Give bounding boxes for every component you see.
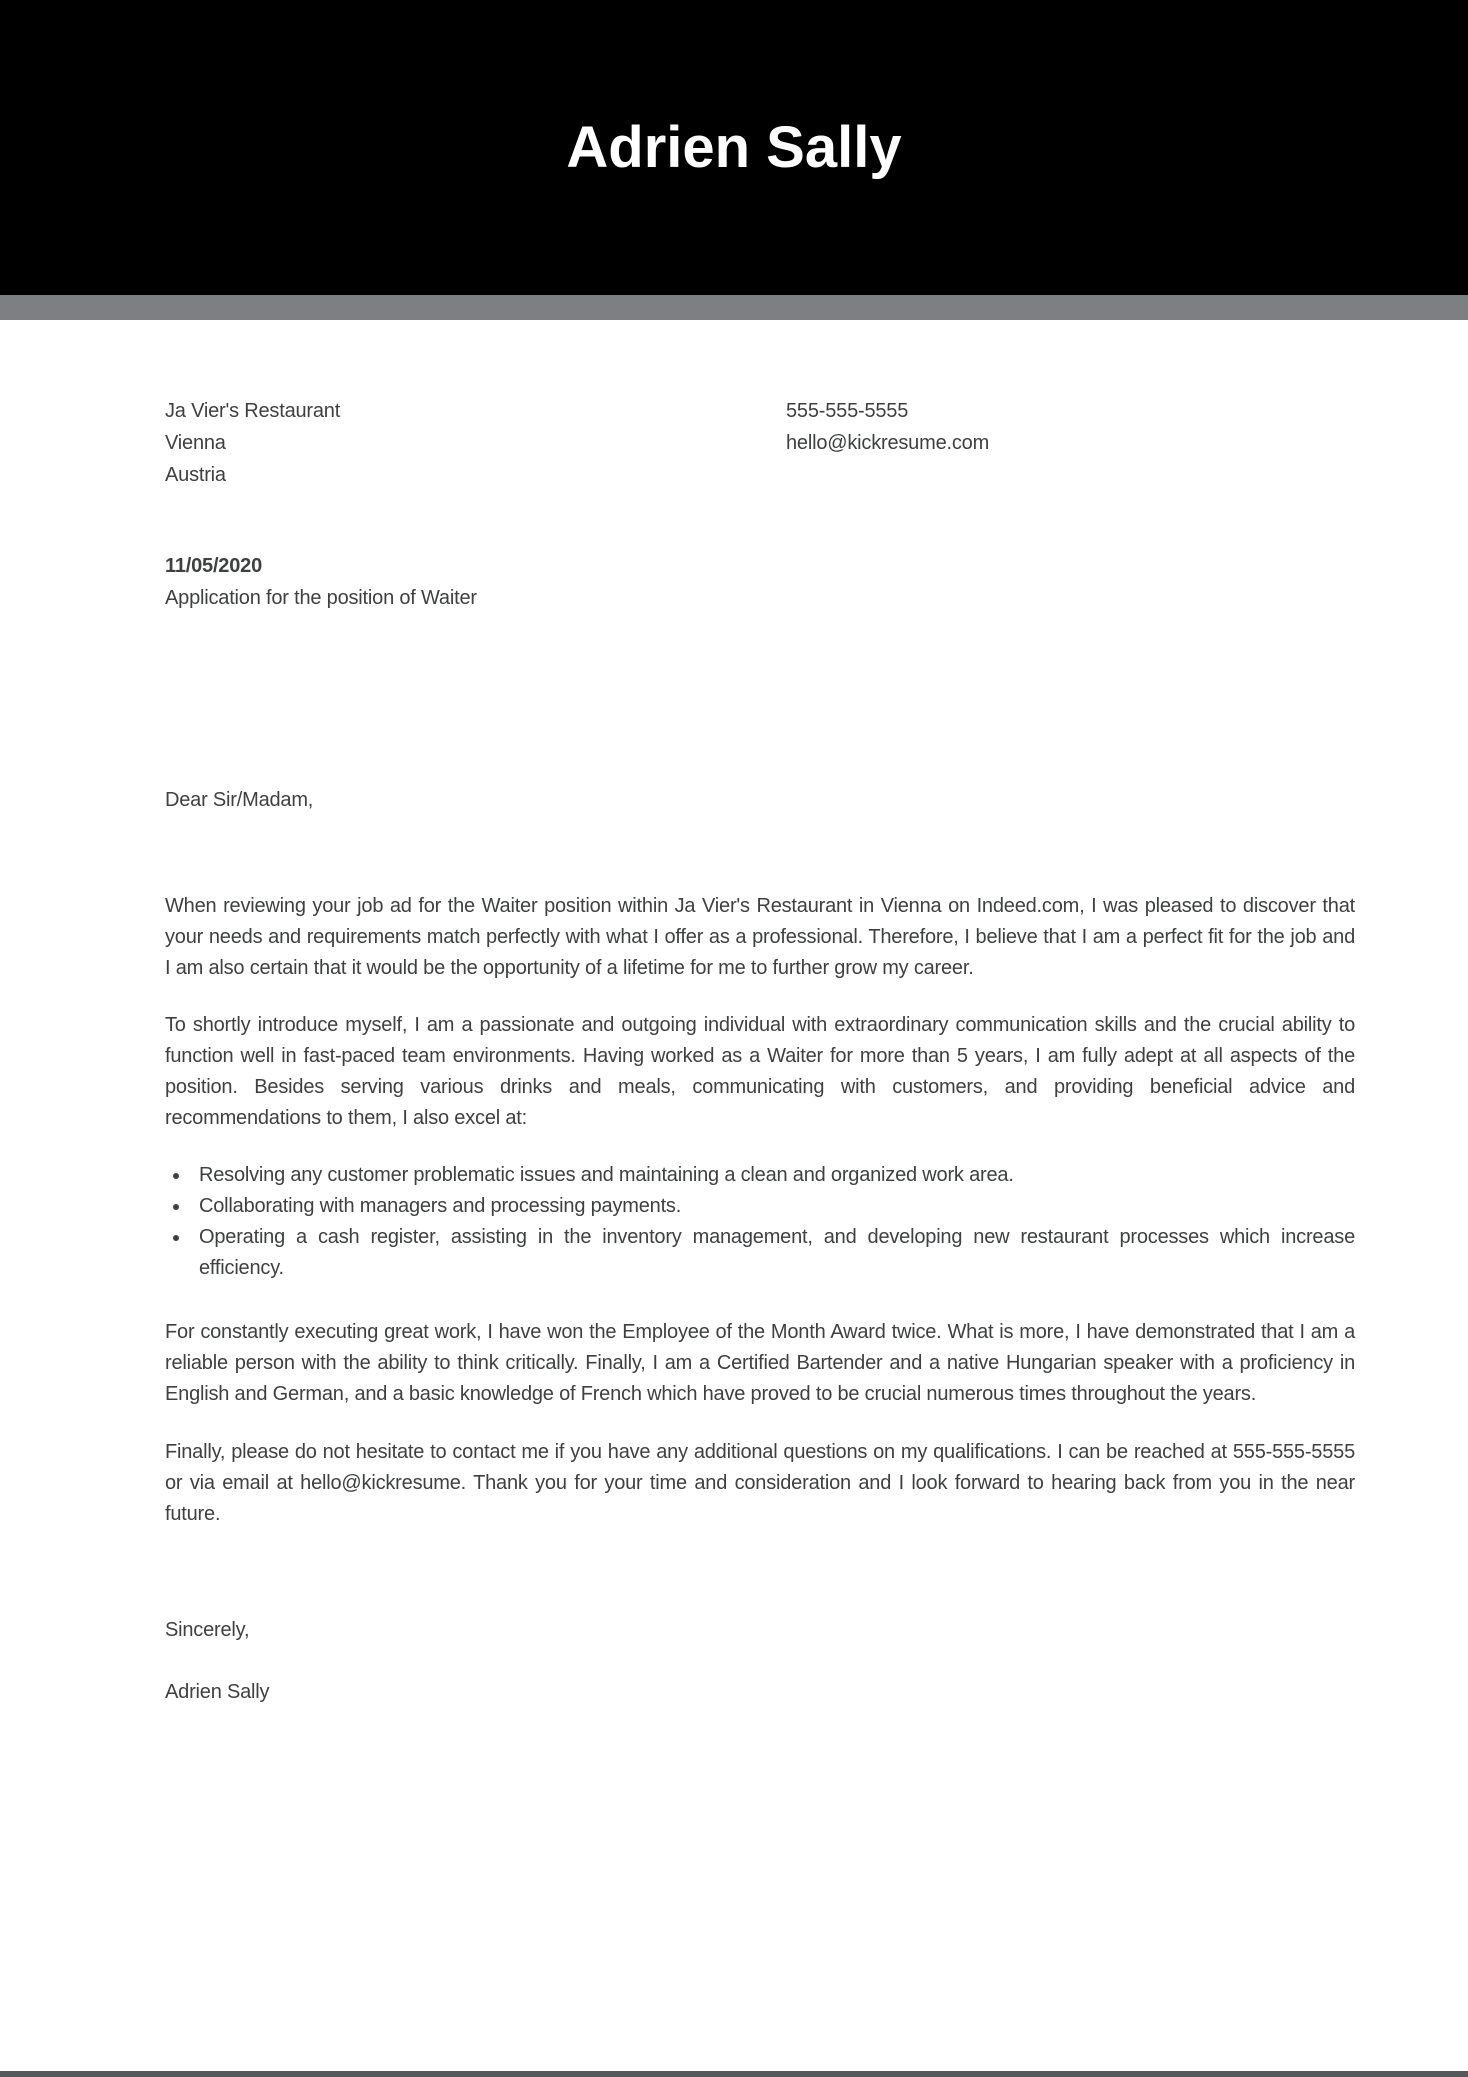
paragraph-intro: When reviewing your job ad for the Waiter position within Ja Vier's Restaurant in Vienna on Indeed.com, I was pleased to discover that your needs and requirements match perfectly with what I offer as a professional. Therefore, I believe that I am a perfect fit for the job and I am also certain that it would be the opportunity of a lifetime for me to further grow my career.	[165, 895, 1355, 979]
recipient-company: Ja Vier's Restaurant	[165, 400, 341, 422]
list-item: • Resolving any customer problematic issues and maintaining a clean and organized work area.	[191, 1160, 1355, 1191]
letter-body	[0, 395, 1468, 1708]
letter-meta	[165, 550, 1355, 614]
list-item: • Operating a cash register, assisting in the inventory management, and developing new restaurant processes which increase efficiency.	[191, 1222, 1355, 1284]
signoff: Sincerely,	[165, 1619, 250, 1641]
paragraph-closing: Finally, please do not hesitate to contact me if you have any additional questions on my qualifications. I can be reached at 555-555-5555 or via email at hello@kickresume. Thank you for your time and consideration and I look forward to hearing back from you in the near future.	[165, 1441, 1355, 1525]
letter-header	[0, 0, 1468, 295]
page-bottom-bar	[0, 2071, 1468, 2077]
page-title: Adrien Sally	[566, 115, 902, 180]
paragraph-self-introduction: To shortly introduce myself, I am a passionate and outgoing individual with extraordinary communication skills and the crucial ability to function well in fast-paced team environments. Having worked as a Waiter for more than 5 years, I am fully adept at all aspects of the position. Besides serving various drinks and meals, communicating with customers, and providing beneficial advice and recommendations to them, I also excel at:	[165, 1014, 1355, 1129]
salutation: Dear Sir/Madam,	[165, 789, 314, 811]
letter-subject: Application for the position of Waiter	[165, 587, 477, 609]
recipient-city: Vienna	[165, 432, 226, 454]
sender-phone: 555-555-5555	[786, 400, 909, 422]
sender-contact	[786, 395, 1355, 491]
recipient-country: Austria	[165, 464, 226, 486]
list-item: • Collaborating with managers and processing payments.	[191, 1191, 1355, 1222]
contact-section	[165, 395, 1355, 491]
sender-email: hello@kickresume.com	[786, 432, 990, 454]
letter-date: 11/05/2020	[165, 555, 262, 577]
skills-bullet-list	[165, 1160, 1355, 1284]
header-divider-bar	[0, 295, 1468, 320]
paragraph-achievements: For constantly executing great work, I have won the Employee of the Month Award twice. What is more, I have demonstrated that I am a reliable person with the ability to think critically. Finally, I am a Certified Bartender and a native Hungarian speaker with a proficiency in English and German, and a basic knowledge of French which have proved to be crucial numerous times throughout the years.	[165, 1321, 1355, 1405]
signature-name: Adrien Sally	[165, 1681, 270, 1703]
recipient-address	[165, 395, 786, 491]
